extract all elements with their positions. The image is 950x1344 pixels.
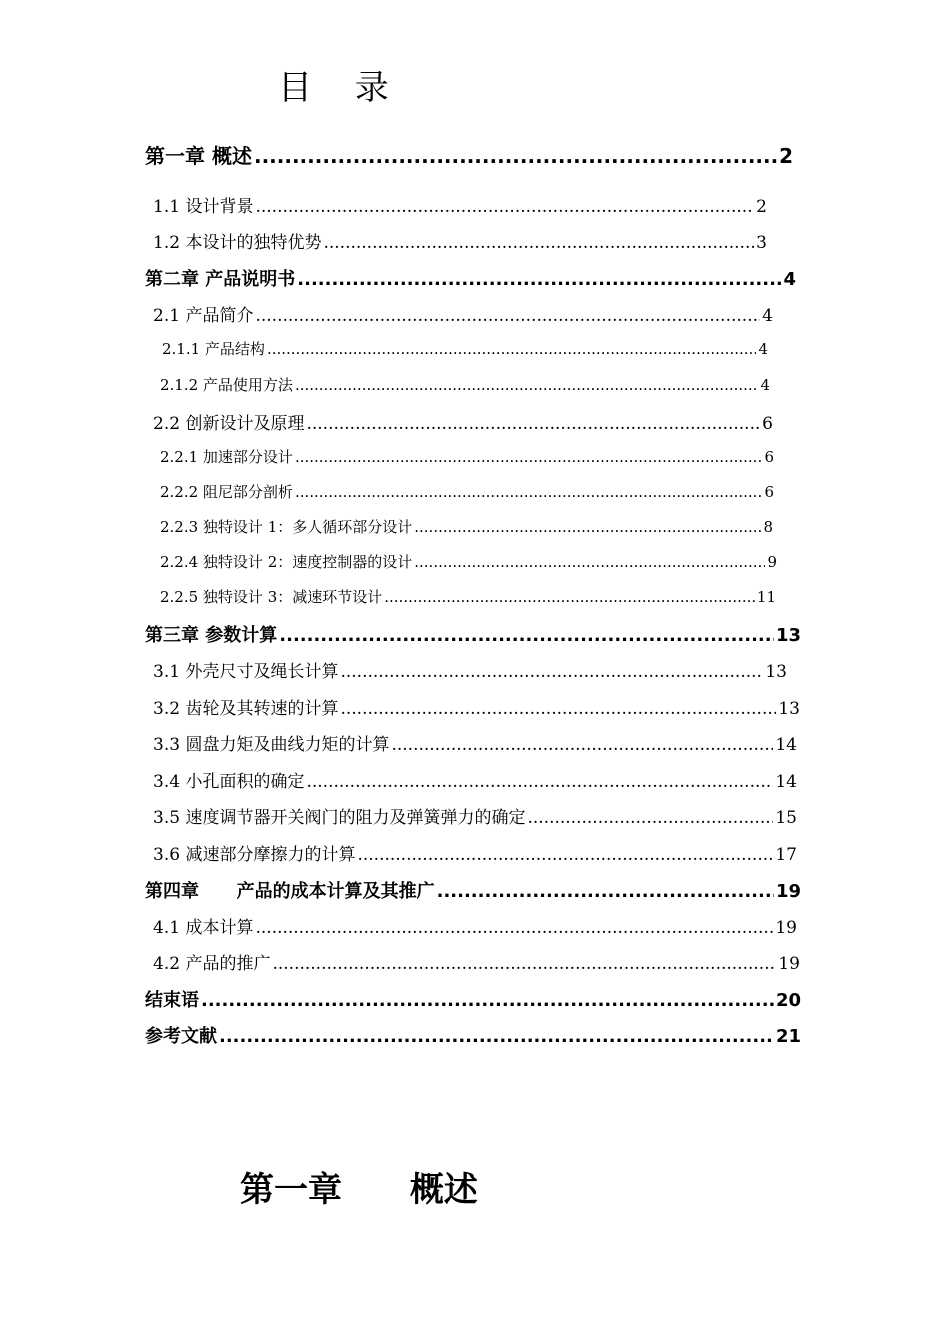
toc-entry-label: 3.3 圆盘力矩及曲线力矩的计算 [153,735,390,755]
toc-entry-2-2-4[interactable] [160,551,777,572]
toc-leader-dots [295,483,763,501]
toc-title: 目 录 [278,68,405,108]
toc-entry-label: 第二章 产品说明书 [145,269,296,290]
toc-entry-page: 6 [764,448,774,466]
toc-entry-label: 1.1 设计背景 [153,197,254,217]
toc-entry-page: 19 [775,881,801,902]
toc-entry-page: 2 [779,144,793,168]
toc-entry-label: 2.2.3 独特设计 1：多人循环部分设计 [160,518,413,536]
toc-entry-4-2[interactable] [153,949,800,974]
toc-leader-dots [297,269,781,290]
toc-entry-page: 3 [756,233,767,253]
toc-entry-label: 结束语 [145,990,199,1011]
toc-entry-label: 第三章 参数计算 [145,625,278,646]
toc-entry-3-1[interactable] [153,657,787,682]
toc-entry-label: 第一章 概述 [145,144,252,168]
toc-entry-2-2-5[interactable] [160,586,776,607]
toc-entry-2-2[interactable] [153,409,773,434]
toc-entry-page: 13 [765,662,787,682]
toc-entry-page: 20 [775,990,801,1011]
toc-entry-1-2[interactable] [153,228,767,253]
toc-entry-label: 3.4 小孔面积的确定 [153,772,305,792]
toc-entry-page: 2 [756,197,767,217]
toc-entry-page: 4 [760,376,770,394]
toc-entry-label: 3.1 外壳尺寸及绳长计算 [153,662,339,682]
toc-leader-dots [414,553,765,571]
toc-entry-page: 4 [762,306,773,326]
toc-entry-label: 2.2.4 独特设计 2：速度控制器的设计 [160,553,413,571]
toc-leader-dots [306,772,773,792]
toc-entry-label: 2.1.2 产品使用方法 [160,376,293,394]
toc-leader-dots [384,588,755,606]
toc-entry-2-2-3[interactable] [160,516,773,537]
toc-entry-chapter-1[interactable] [145,140,793,169]
toc-entry-page: 19 [778,954,800,974]
toc-entry-1-1[interactable] [153,192,767,217]
toc-entry-page: 6 [762,414,773,434]
toc-entry-label: 2.1.1 产品结构 [162,340,265,358]
toc-entry-label: 第四章 产品的成本计算及其推广 [145,881,435,902]
toc-entry-2-1-2[interactable] [160,374,770,395]
toc-entry-3-2[interactable] [153,694,800,719]
toc-entry-2-2-1[interactable] [160,446,774,467]
toc-entry-3-5[interactable] [153,803,797,828]
toc-entry-references[interactable] [145,1022,801,1048]
toc-leader-dots [340,699,776,719]
toc-entry-3-6[interactable] [153,840,797,865]
toc-entry-3-3[interactable] [153,730,797,755]
toc-entry-page: 19 [775,918,797,938]
toc-entry-page: 15 [775,808,797,828]
toc-leader-dots [254,144,777,168]
toc-leader-dots [255,197,754,217]
toc-entry-page: 13 [775,625,801,646]
toc-leader-dots [219,1026,774,1047]
toc-leader-dots [267,340,757,358]
toc-entry-conclusion[interactable] [145,986,801,1012]
toc-entry-label: 3.5 速度调节器开关阀门的阻力及弹簧弹力的确定 [153,808,526,828]
toc-entry-page: 13 [778,699,800,719]
toc-entry-label: 2.2.1 加速部分设计 [160,448,293,466]
toc-entry-2-1[interactable] [153,301,773,326]
toc-leader-dots [272,954,776,974]
toc-leader-dots [255,918,773,938]
toc-entry-page: 6 [764,483,774,501]
toc-entry-chapter-4[interactable] [145,877,801,903]
toc-entry-page: 8 [763,518,773,536]
toc-leader-dots [414,518,761,536]
toc-entry-4-1[interactable] [153,913,797,938]
toc-entry-chapter-3[interactable] [145,621,801,647]
toc-leader-dots [527,808,773,828]
toc-entry-label: 2.2.5 独特设计 3：减速环节设计 [160,588,383,606]
toc-leader-dots [437,881,774,902]
toc-entry-label: 2.2.2 阻尼部分剖析 [160,483,293,501]
toc-entry-page: 17 [775,845,797,865]
toc-leader-dots [357,845,773,865]
toc-leader-dots [391,735,773,755]
toc-entry-3-4[interactable] [153,767,797,792]
toc-entry-label: 参考文献 [145,1026,217,1047]
toc-entry-label: 4.2 产品的推广 [153,954,271,974]
toc-entry-page: 4 [783,269,796,290]
toc-entry-page: 14 [775,735,797,755]
toc-entry-label: 3.6 减速部分摩擦力的计算 [153,845,356,865]
toc-entry-chapter-2[interactable] [145,265,796,291]
toc-entry-label: 3.2 齿轮及其转速的计算 [153,699,339,719]
toc-leader-dots [201,990,774,1011]
toc-entry-page: 21 [775,1026,801,1047]
toc-entry-label: 2.1 产品简介 [153,306,254,326]
toc-leader-dots [295,448,763,466]
toc-entry-label: 1.2 本设计的独特优势 [153,233,322,253]
toc-leader-dots [306,414,760,434]
toc-entry-page: 14 [775,772,797,792]
chapter-heading: 第一章 概述 [240,1170,478,1210]
toc-entry-page: 9 [767,553,777,571]
toc-leader-dots [323,233,754,253]
toc-leader-dots [279,625,774,646]
toc-leader-dots [255,306,760,326]
toc-entry-2-1-1[interactable] [162,338,768,359]
toc-entry-page: 4 [758,340,768,358]
toc-entry-label: 2.2 创新设计及原理 [153,414,305,434]
toc-leader-dots [295,376,759,394]
toc-entry-2-2-2[interactable] [160,481,774,502]
toc-entry-label: 4.1 成本计算 [153,918,254,938]
toc-leader-dots [340,662,763,682]
toc-entry-page: 11 [756,588,776,606]
